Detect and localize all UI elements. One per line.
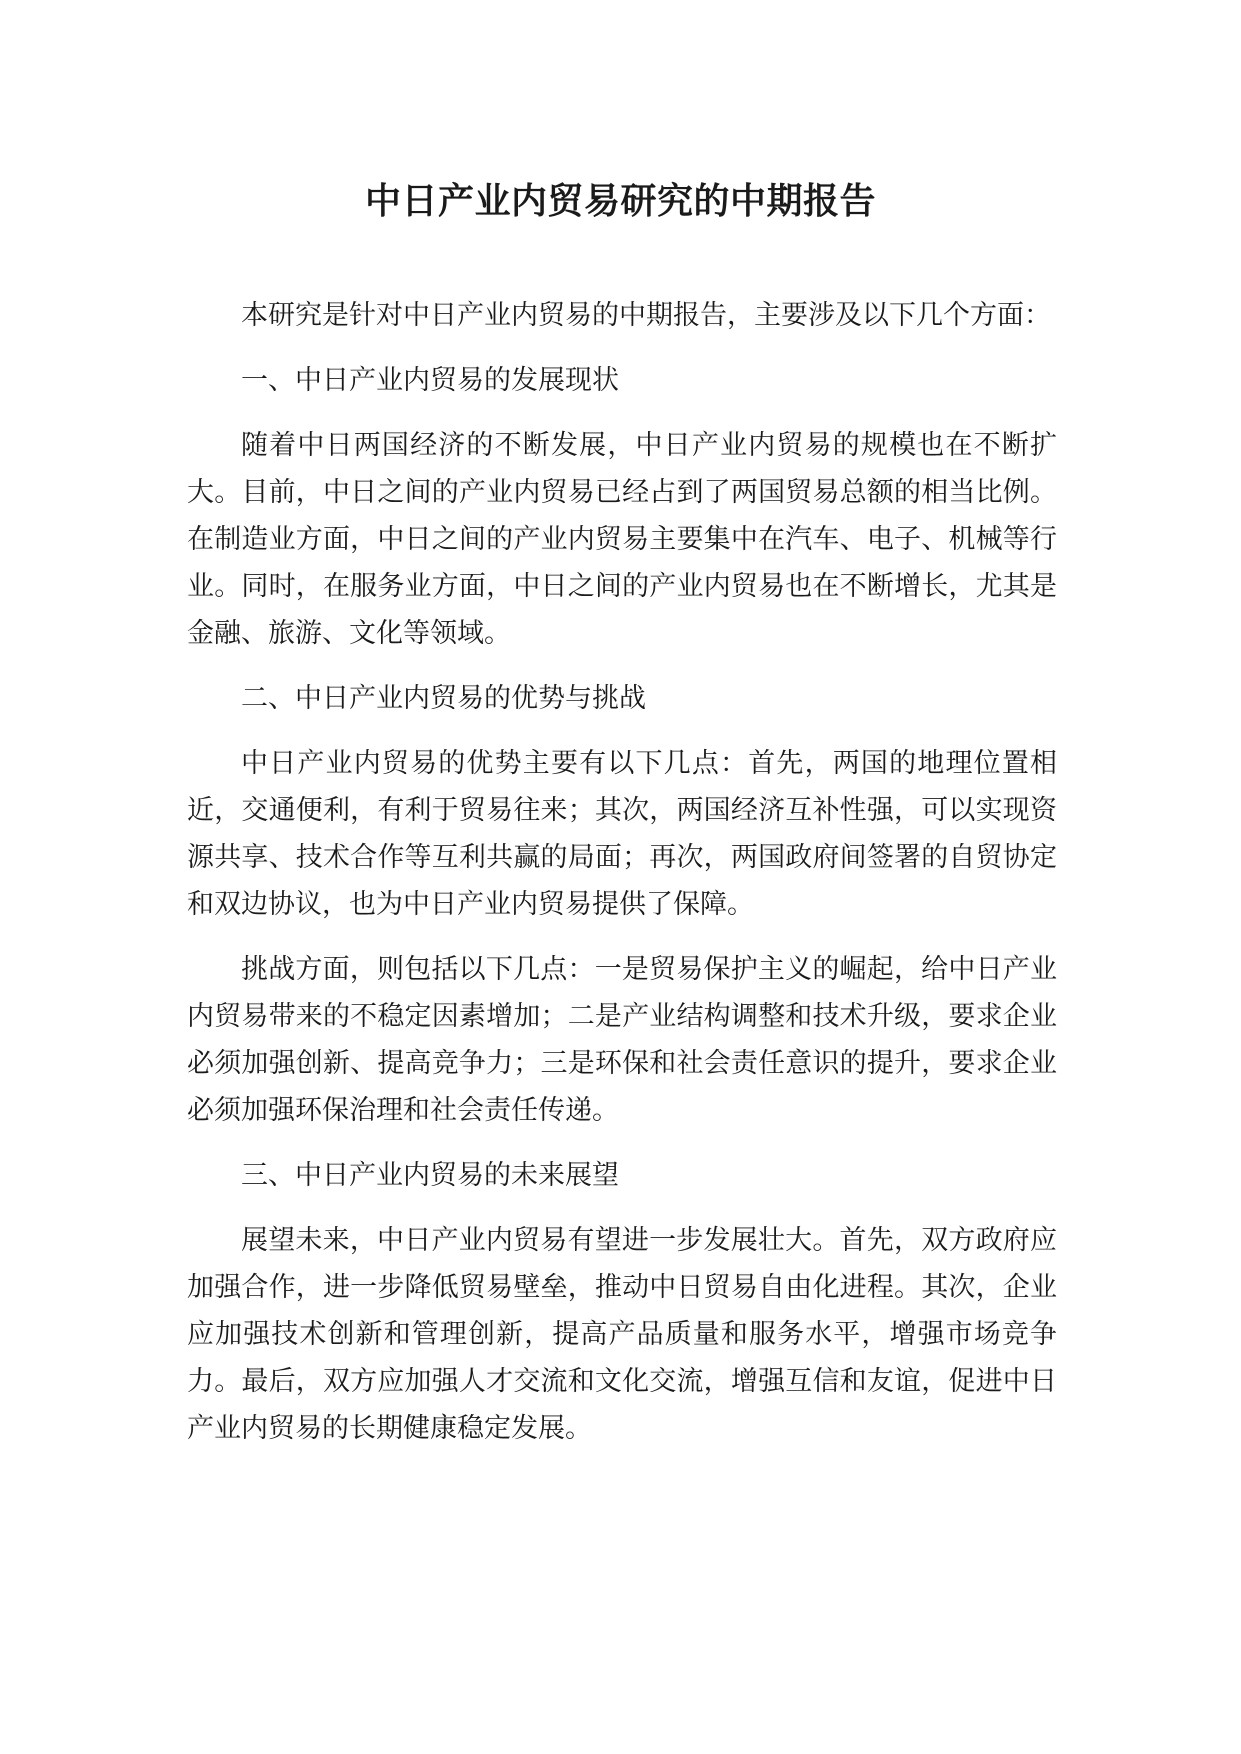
document-title: 中日产业内贸易研究的中期报告 xyxy=(364,181,876,222)
section-2-paragraph-1: 中日产业内贸易的优势主要有以下几点：首先，两国的地理位置相近，交通便利，有利于贸易往来；其次，两国经济互补性强，可以实现资源共享、技术合作等互利共赢的局面；再次，两国政府间签署的自贸协定和双边协议，也为中日产业内贸易提供了保障。 xyxy=(187,748,1057,920)
section-2-paragraph-2: 挑战方面，则包括以下几点：一是贸易保护主义的崛起，给中日产业内贸易带来的不稳定因素增加；二是产业结构调整和技术升级，要求企业必须加强创新、提高竞争力；三是环保和社会责任意识的提升，要求企业必须加强环保治理和社会责任传递。 xyxy=(187,954,1057,1126)
section-1-paragraph-1: 随着中日两国经济的不断发展，中日产业内贸易的规模也在不断扩大。目前，中日之间的产业内贸易已经占到了两国贸易总额的相当比例。在制造业方面，中日之间的产业内贸易主要集中在汽车、电子、机械等行业。同时，在服务业方面，中日之间的产业内贸易也在不断增长，尤其是金融、旅游、文化等领域。 xyxy=(187,430,1057,649)
section-3-paragraph-1: 展望未来，中日产业内贸易有望进一步发展壮大。首先，双方政府应加强合作，进一步降低贸易壁垒，推动中日贸易自由化进程。其次，企业应加强技术创新和管理创新，提高产品质量和服务水平，增强市场竞争力。最后，双方应加强人才交流和文化交流，增强互信和友谊，促进中日产业内贸易的长期健康稳定发展。 xyxy=(187,1225,1057,1444)
section-heading-3: 三、中日产业内贸易的未来展望 xyxy=(241,1160,619,1191)
intro-paragraph: 本研究是针对中日产业内贸易的中期报告，主要涉及以下几个方面： xyxy=(241,300,1051,331)
section-heading-1: 一、中日产业内贸易的发展现状 xyxy=(241,365,619,396)
section-heading-2: 二、中日产业内贸易的优势与挑战 xyxy=(241,683,646,714)
document-body xyxy=(187,292,1057,1470)
